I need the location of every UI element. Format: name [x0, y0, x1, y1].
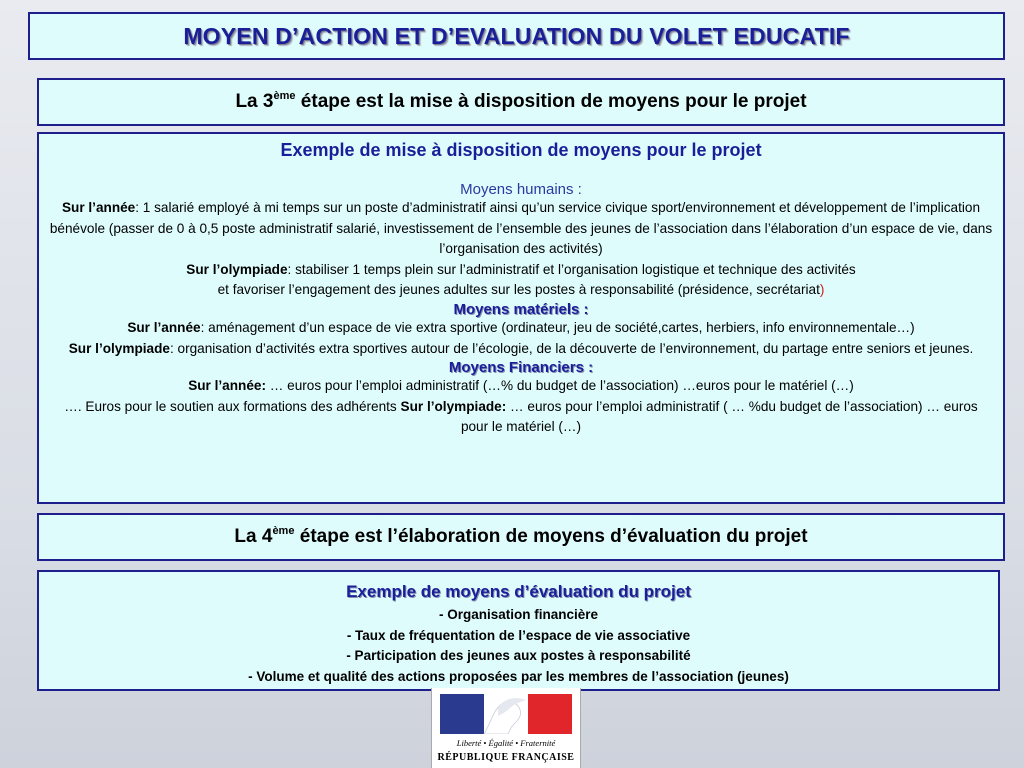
step3-box	[37, 78, 1005, 126]
example-evaluation-heading: Exemple de moyens d’évaluation du projet	[346, 582, 691, 601]
human-year-label: Sur l’année	[61, 200, 136, 215]
financial-means-year	[39, 376, 1003, 438]
flag-blue-band	[440, 694, 484, 734]
financial-olymp-label: Sur l’olympiade:	[400, 398, 507, 414]
human-means-olympiad	[39, 260, 1003, 301]
financial-means-title: Moyens Financiers :	[448, 359, 594, 377]
human-olymp-text1: : stabiliser 1 temps plein sur l’administratif et l’organisation logistique et technique des activités	[287, 261, 856, 277]
material-olymp-label: Sur l’olympiade	[68, 340, 170, 356]
flag-red-band	[528, 694, 572, 734]
step3-after: étape est la mise à disposition de moyens pour le projet	[295, 91, 807, 112]
step3-text	[39, 80, 1003, 124]
financial-line2-text: …. Euros pour le soutien aux formations des adhérents	[64, 398, 401, 414]
evaluation-item: - Volume et qualité des actions proposées par les membres de l’association (jeunes)	[248, 668, 789, 684]
material-year-text: : aménagement d’un espace de vie extra sportive (ordinateur, jeu de société,cartes, herbiers, info environnementale…)	[200, 319, 915, 335]
evaluation-item: - Participation des jeunes aux postes à responsabilité	[346, 648, 691, 663]
logo-motto: Liberté • Égalité • Fraternité	[456, 738, 556, 748]
step4-after: étape est l’élaboration de moyens d’évaluation du projet	[294, 526, 808, 547]
example-means-box	[37, 132, 1005, 504]
example-evaluation-box	[37, 570, 1000, 691]
step3-before: La 3	[235, 91, 274, 112]
financial-olymp-text: … euros pour l’emploi administratif ( … %du budget de l’association) … euros pour le matériel (…)	[460, 398, 978, 435]
marianne-flag-icon	[440, 694, 572, 734]
material-means-olympiad	[39, 339, 1003, 360]
step4-before: La 4	[234, 526, 273, 547]
material-year-label: Sur l’année	[127, 319, 201, 335]
human-year-text: : 1 salarié employé à mi temps sur un poste d’administratif ainsi qu’un service civique sport/environnement et développement de l’implication bénévole (passer de 0 à 0,5 poste administratif salarié, investissement de l’ensemble des jeunes de l’association dans l’élaboration d’un espace de vie, dans l’organisation des activités)	[49, 200, 993, 257]
evaluation-item: - Organisation financière	[438, 607, 599, 622]
material-means-year	[39, 318, 1003, 339]
step3-sup: ème	[273, 90, 296, 102]
human-olymp-text2: et favoriser l’engagement des jeunes adultes sur les postes à responsabilité (présidence, secrétariat	[217, 282, 820, 298]
material-olymp-text: : organisation d’activités extra sportives autour de l’écologie, de la découverte de l’environnement, du partage entre seniors et jeunes.	[169, 340, 974, 356]
step4-text	[39, 515, 1003, 559]
human-olymp-label: Sur l’olympiade	[186, 261, 288, 277]
example-means-heading: Exemple de mise à disposition de moyens pour le projet	[280, 140, 762, 160]
republique-francaise-logo	[431, 688, 581, 768]
human-means-year	[39, 198, 1003, 260]
human-olymp-close: )	[819, 282, 825, 298]
step4-sup: ème	[272, 525, 295, 537]
title-box	[28, 12, 1005, 60]
slide-title: MOYEN D’ACTION ET D’EVALUATION DU VOLET EDUCATIF	[183, 23, 850, 49]
evaluation-item: - Taux de fréquentation de l’espace de vie associative	[346, 627, 691, 643]
human-means-title: Moyens humains :	[460, 181, 582, 198]
step4-box	[37, 513, 1005, 561]
material-means-title: Moyens matériels :	[453, 300, 589, 318]
logo-name: RÉPUBLIQUE FRANÇAISE	[437, 752, 575, 763]
financial-year-label: Sur l’année:	[188, 378, 266, 394]
financial-year-text: … euros pour l’emploi administratif (…% du budget de l’association) …euros pour le matériel (…)	[266, 378, 854, 394]
